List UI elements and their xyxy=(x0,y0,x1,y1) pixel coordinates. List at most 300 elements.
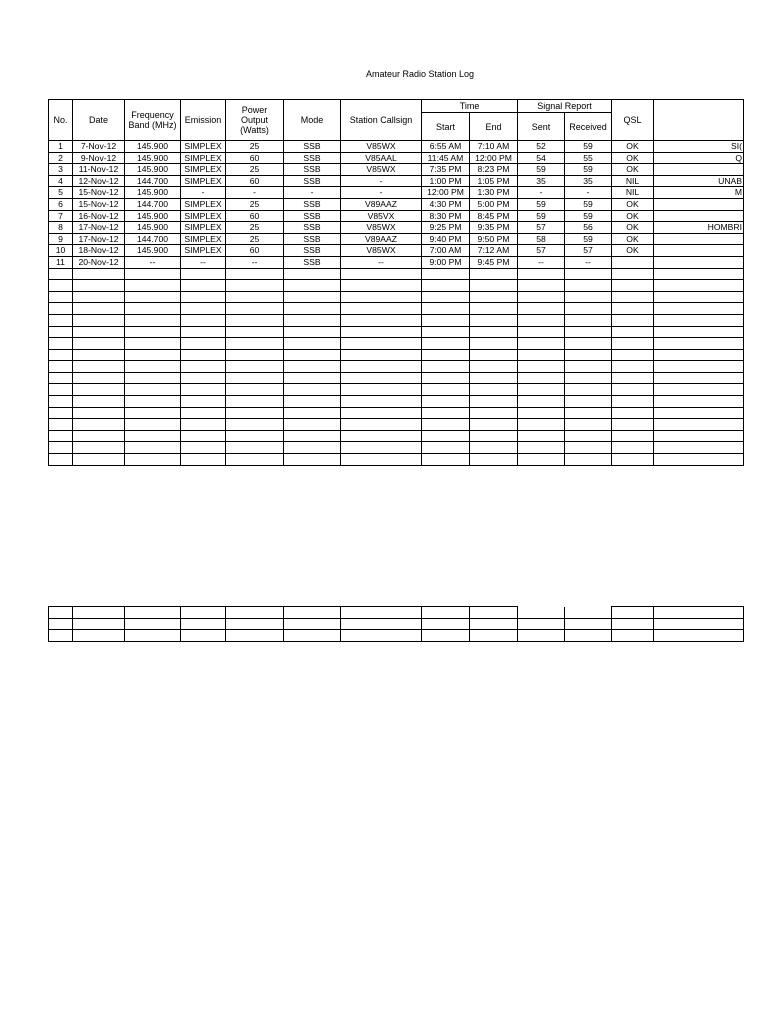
empty-cell[interactable] xyxy=(612,442,654,454)
empty-cell[interactable] xyxy=(422,326,470,338)
empty-cell[interactable] xyxy=(422,280,470,292)
empty-cell[interactable] xyxy=(654,326,744,338)
empty-cell[interactable] xyxy=(226,361,284,373)
cell-remarks[interactable] xyxy=(654,164,744,176)
empty-cell[interactable] xyxy=(284,349,341,361)
empty-cell[interactable] xyxy=(73,268,125,280)
empty-cell[interactable] xyxy=(181,430,226,442)
empty-cell[interactable] xyxy=(565,338,612,350)
empty-cell[interactable] xyxy=(422,419,470,431)
empty-cell[interactable] xyxy=(284,430,341,442)
cell-date[interactable]: 15-Nov-12 xyxy=(73,198,125,210)
cell-freq[interactable]: 144.700 xyxy=(125,198,181,210)
empty-cell[interactable] xyxy=(518,442,565,454)
cell-mode[interactable]: - xyxy=(284,187,341,199)
empty-cell[interactable] xyxy=(341,349,422,361)
cell-sent[interactable]: -- xyxy=(518,256,565,268)
empty-cell[interactable] xyxy=(470,349,518,361)
empty-cell[interactable] xyxy=(518,349,565,361)
empty-cell[interactable] xyxy=(518,419,565,431)
empty-cell[interactable] xyxy=(518,454,565,466)
cell-callsign[interactable]: - xyxy=(341,175,422,187)
empty-cell[interactable] xyxy=(422,314,470,326)
cell-remarks[interactable]: M xyxy=(654,187,744,199)
cell-end[interactable]: 7:10 AM xyxy=(470,141,518,153)
empty-cell[interactable] xyxy=(612,384,654,396)
empty-cell[interactable] xyxy=(49,338,73,350)
empty-cell[interactable] xyxy=(612,326,654,338)
empty-cell[interactable] xyxy=(518,384,565,396)
empty-cell[interactable] xyxy=(565,372,612,384)
cell-qsl[interactable]: NIL xyxy=(612,175,654,187)
cell-received[interactable]: 57 xyxy=(565,245,612,257)
empty-cell[interactable] xyxy=(518,291,565,303)
cell-end[interactable]: 9:35 PM xyxy=(470,222,518,234)
empty-cell[interactable] xyxy=(612,349,654,361)
empty-cell[interactable] xyxy=(341,361,422,373)
empty-cell[interactable] xyxy=(284,338,341,350)
empty-cell[interactable] xyxy=(422,396,470,408)
cell-qsl[interactable]: OK xyxy=(612,141,654,153)
empty-cell[interactable] xyxy=(612,607,654,619)
empty-cell[interactable] xyxy=(49,396,73,408)
empty-cell[interactable] xyxy=(565,361,612,373)
empty-cell[interactable] xyxy=(226,280,284,292)
empty-cell[interactable] xyxy=(341,303,422,315)
empty-cell[interactable] xyxy=(654,361,744,373)
empty-cell[interactable] xyxy=(226,372,284,384)
empty-cell[interactable] xyxy=(422,454,470,466)
cell-emission[interactable]: SIMPLEX xyxy=(181,175,226,187)
cell-start[interactable]: 6:55 AM xyxy=(422,141,470,153)
empty-cell[interactable] xyxy=(181,303,226,315)
empty-cell[interactable] xyxy=(470,338,518,350)
empty-cell[interactable] xyxy=(49,618,73,630)
empty-cell[interactable] xyxy=(341,630,422,642)
empty-cell[interactable] xyxy=(181,407,226,419)
empty-cell[interactable] xyxy=(565,407,612,419)
cell-sent[interactable]: 52 xyxy=(518,141,565,153)
empty-cell[interactable] xyxy=(181,314,226,326)
cell-start[interactable]: 9:00 PM xyxy=(422,256,470,268)
cell-end[interactable]: 8:23 PM xyxy=(470,164,518,176)
empty-cell[interactable] xyxy=(470,442,518,454)
empty-cell[interactable] xyxy=(125,396,181,408)
empty-cell[interactable] xyxy=(125,430,181,442)
cell-callsign[interactable]: V89AAZ xyxy=(341,198,422,210)
empty-cell[interactable] xyxy=(284,442,341,454)
empty-cell[interactable] xyxy=(518,314,565,326)
cell-freq[interactable]: 145.900 xyxy=(125,141,181,153)
empty-cell[interactable] xyxy=(49,384,73,396)
empty-cell[interactable] xyxy=(284,303,341,315)
cell-emission[interactable]: SIMPLEX xyxy=(181,245,226,257)
empty-cell[interactable] xyxy=(226,630,284,642)
empty-cell[interactable] xyxy=(49,326,73,338)
cell-remarks[interactable] xyxy=(654,210,744,222)
empty-cell[interactable] xyxy=(654,396,744,408)
empty-cell[interactable] xyxy=(125,630,181,642)
empty-cell[interactable] xyxy=(565,314,612,326)
cell-received[interactable]: 59 xyxy=(565,164,612,176)
empty-cell[interactable] xyxy=(226,338,284,350)
empty-cell[interactable] xyxy=(341,384,422,396)
cell-remarks[interactable] xyxy=(654,256,744,268)
empty-cell[interactable] xyxy=(612,338,654,350)
empty-cell[interactable] xyxy=(565,430,612,442)
cell-callsign[interactable]: V85WX xyxy=(341,164,422,176)
cell-received[interactable]: 59 xyxy=(565,198,612,210)
cell-no[interactable]: 3 xyxy=(49,164,73,176)
empty-cell[interactable] xyxy=(284,419,341,431)
cell-power[interactable]: 60 xyxy=(226,152,284,164)
empty-cell[interactable] xyxy=(181,618,226,630)
empty-cell[interactable] xyxy=(422,630,470,642)
cell-sent[interactable]: 59 xyxy=(518,210,565,222)
cell-start[interactable]: 9:25 PM xyxy=(422,222,470,234)
empty-cell[interactable] xyxy=(284,314,341,326)
empty-cell[interactable] xyxy=(73,430,125,442)
empty-cell[interactable] xyxy=(284,291,341,303)
empty-cell[interactable] xyxy=(565,442,612,454)
cell-power[interactable]: 60 xyxy=(226,210,284,222)
cell-sent[interactable]: 57 xyxy=(518,245,565,257)
empty-cell[interactable] xyxy=(612,372,654,384)
cell-start[interactable]: 4:30 PM xyxy=(422,198,470,210)
cell-emission[interactable]: SIMPLEX xyxy=(181,210,226,222)
cell-mode[interactable]: SSB xyxy=(284,210,341,222)
empty-cell[interactable] xyxy=(73,303,125,315)
empty-cell[interactable] xyxy=(226,326,284,338)
cell-freq[interactable]: 145.900 xyxy=(125,152,181,164)
empty-cell[interactable] xyxy=(181,326,226,338)
cell-callsign[interactable]: V85AAL xyxy=(341,152,422,164)
cell-no[interactable]: 6 xyxy=(49,198,73,210)
cell-mode[interactable]: SSB xyxy=(284,152,341,164)
empty-cell[interactable] xyxy=(341,454,422,466)
empty-cell[interactable] xyxy=(226,314,284,326)
empty-cell[interactable] xyxy=(226,384,284,396)
empty-cell[interactable] xyxy=(226,268,284,280)
cell-power[interactable]: 25 xyxy=(226,164,284,176)
empty-cell[interactable] xyxy=(654,268,744,280)
empty-cell[interactable] xyxy=(73,338,125,350)
empty-cell[interactable] xyxy=(73,396,125,408)
empty-cell[interactable] xyxy=(181,361,226,373)
empty-cell[interactable] xyxy=(73,419,125,431)
empty-cell[interactable] xyxy=(226,291,284,303)
empty-cell[interactable] xyxy=(73,372,125,384)
empty-cell[interactable] xyxy=(125,384,181,396)
cell-freq[interactable]: -- xyxy=(125,256,181,268)
cell-end[interactable]: 1:05 PM xyxy=(470,175,518,187)
empty-cell[interactable] xyxy=(654,618,744,630)
empty-cell[interactable] xyxy=(284,280,341,292)
empty-cell[interactable] xyxy=(565,630,612,642)
empty-cell[interactable] xyxy=(125,419,181,431)
empty-cell[interactable] xyxy=(470,372,518,384)
cell-callsign[interactable]: V85WX xyxy=(341,222,422,234)
empty-cell[interactable] xyxy=(422,407,470,419)
cell-freq[interactable]: 145.900 xyxy=(125,222,181,234)
empty-cell[interactable] xyxy=(612,361,654,373)
empty-cell[interactable] xyxy=(470,618,518,630)
empty-cell[interactable] xyxy=(422,291,470,303)
empty-cell[interactable] xyxy=(73,349,125,361)
cell-emission[interactable]: - xyxy=(181,187,226,199)
cell-no[interactable]: 5 xyxy=(49,187,73,199)
cell-power[interactable]: 60 xyxy=(226,175,284,187)
cell-sent[interactable]: 54 xyxy=(518,152,565,164)
empty-cell[interactable] xyxy=(49,419,73,431)
cell-no[interactable]: 10 xyxy=(49,245,73,257)
cell-date[interactable]: 11-Nov-12 xyxy=(73,164,125,176)
empty-cell[interactable] xyxy=(226,442,284,454)
cell-sent[interactable]: 58 xyxy=(518,233,565,245)
cell-end[interactable]: 8:45 PM xyxy=(470,210,518,222)
cell-mode[interactable]: SSB xyxy=(284,222,341,234)
empty-cell[interactable] xyxy=(470,291,518,303)
cell-date[interactable]: 7-Nov-12 xyxy=(73,141,125,153)
empty-cell[interactable] xyxy=(73,314,125,326)
cell-end[interactable]: 5:00 PM xyxy=(470,198,518,210)
empty-cell[interactable] xyxy=(612,280,654,292)
cell-date[interactable]: 17-Nov-12 xyxy=(73,233,125,245)
cell-no[interactable]: 8 xyxy=(49,222,73,234)
empty-cell[interactable] xyxy=(73,618,125,630)
empty-cell[interactable] xyxy=(612,396,654,408)
empty-cell[interactable] xyxy=(518,372,565,384)
cell-date[interactable]: 9-Nov-12 xyxy=(73,152,125,164)
empty-cell[interactable] xyxy=(341,291,422,303)
empty-cell[interactable] xyxy=(284,607,341,619)
empty-cell[interactable] xyxy=(654,442,744,454)
empty-cell[interactable] xyxy=(284,361,341,373)
cell-start[interactable]: 7:35 PM xyxy=(422,164,470,176)
empty-cell[interactable] xyxy=(49,454,73,466)
cell-mode[interactable]: SSB xyxy=(284,256,341,268)
empty-cell[interactable] xyxy=(341,430,422,442)
cell-qsl[interactable]: OK xyxy=(612,210,654,222)
empty-cell[interactable] xyxy=(470,407,518,419)
empty-cell[interactable] xyxy=(73,291,125,303)
empty-cell[interactable] xyxy=(654,607,744,619)
cell-qsl[interactable]: OK xyxy=(612,245,654,257)
empty-cell[interactable] xyxy=(226,407,284,419)
cell-no[interactable]: 1 xyxy=(49,141,73,153)
empty-cell[interactable] xyxy=(422,372,470,384)
empty-cell[interactable] xyxy=(654,419,744,431)
empty-cell[interactable] xyxy=(470,268,518,280)
empty-cell[interactable] xyxy=(125,407,181,419)
cell-freq[interactable]: 145.900 xyxy=(125,210,181,222)
cell-power[interactable]: 25 xyxy=(226,198,284,210)
empty-cell[interactable] xyxy=(73,326,125,338)
empty-cell[interactable] xyxy=(470,630,518,642)
empty-cell[interactable] xyxy=(125,349,181,361)
empty-cell[interactable] xyxy=(654,314,744,326)
cell-power[interactable]: 25 xyxy=(226,222,284,234)
cell-received[interactable]: 55 xyxy=(565,152,612,164)
empty-cell[interactable] xyxy=(654,407,744,419)
empty-cell[interactable] xyxy=(422,442,470,454)
empty-cell[interactable] xyxy=(284,618,341,630)
empty-cell[interactable] xyxy=(341,407,422,419)
cell-sent[interactable]: 59 xyxy=(518,198,565,210)
empty-cell[interactable] xyxy=(565,607,612,619)
empty-cell[interactable] xyxy=(612,618,654,630)
empty-cell[interactable] xyxy=(226,396,284,408)
empty-cell[interactable] xyxy=(125,442,181,454)
empty-cell[interactable] xyxy=(49,268,73,280)
empty-cell[interactable] xyxy=(470,303,518,315)
cell-freq[interactable]: 144.700 xyxy=(125,175,181,187)
cell-no[interactable]: 7 xyxy=(49,210,73,222)
cell-remarks[interactable]: SI( xyxy=(654,141,744,153)
empty-cell[interactable] xyxy=(470,326,518,338)
cell-no[interactable]: 2 xyxy=(49,152,73,164)
cell-received[interactable]: 35 xyxy=(565,175,612,187)
cell-mode[interactable]: SSB xyxy=(284,198,341,210)
cell-power[interactable]: 25 xyxy=(226,141,284,153)
cell-sent[interactable]: 57 xyxy=(518,222,565,234)
cell-date[interactable]: 18-Nov-12 xyxy=(73,245,125,257)
cell-callsign[interactable]: - xyxy=(341,187,422,199)
empty-cell[interactable] xyxy=(612,291,654,303)
cell-emission[interactable]: SIMPLEX xyxy=(181,141,226,153)
empty-cell[interactable] xyxy=(612,303,654,315)
empty-cell[interactable] xyxy=(181,630,226,642)
cell-sent[interactable]: 59 xyxy=(518,164,565,176)
empty-cell[interactable] xyxy=(518,618,565,630)
empty-cell[interactable] xyxy=(518,280,565,292)
empty-cell[interactable] xyxy=(49,407,73,419)
cell-callsign[interactable]: -- xyxy=(341,256,422,268)
cell-qsl[interactable]: OK xyxy=(612,198,654,210)
empty-cell[interactable] xyxy=(654,303,744,315)
empty-cell[interactable] xyxy=(422,303,470,315)
cell-callsign[interactable]: V89AAZ xyxy=(341,233,422,245)
empty-cell[interactable] xyxy=(125,326,181,338)
empty-cell[interactable] xyxy=(341,326,422,338)
empty-cell[interactable] xyxy=(612,630,654,642)
empty-cell[interactable] xyxy=(49,430,73,442)
empty-cell[interactable] xyxy=(73,280,125,292)
empty-cell[interactable] xyxy=(181,419,226,431)
empty-cell[interactable] xyxy=(49,630,73,642)
empty-cell[interactable] xyxy=(125,303,181,315)
cell-freq[interactable]: 144.700 xyxy=(125,233,181,245)
cell-mode[interactable]: SSB xyxy=(284,233,341,245)
cell-qsl[interactable]: OK xyxy=(612,164,654,176)
empty-cell[interactable] xyxy=(470,361,518,373)
empty-cell[interactable] xyxy=(565,268,612,280)
cell-remarks[interactable]: UNAB xyxy=(654,175,744,187)
empty-cell[interactable] xyxy=(341,618,422,630)
cell-no[interactable]: 11 xyxy=(49,256,73,268)
empty-cell[interactable] xyxy=(422,607,470,619)
empty-cell[interactable] xyxy=(654,430,744,442)
cell-end[interactable]: 7:12 AM xyxy=(470,245,518,257)
empty-cell[interactable] xyxy=(422,349,470,361)
empty-cell[interactable] xyxy=(565,280,612,292)
empty-cell[interactable] xyxy=(181,396,226,408)
cell-freq[interactable]: 145.900 xyxy=(125,245,181,257)
empty-cell[interactable] xyxy=(654,372,744,384)
cell-received[interactable]: 59 xyxy=(565,141,612,153)
empty-cell[interactable] xyxy=(49,280,73,292)
empty-cell[interactable] xyxy=(565,419,612,431)
cell-power[interactable]: -- xyxy=(226,256,284,268)
empty-cell[interactable] xyxy=(518,607,565,619)
cell-start[interactable]: 9:40 PM xyxy=(422,233,470,245)
empty-cell[interactable] xyxy=(422,338,470,350)
empty-cell[interactable] xyxy=(226,618,284,630)
empty-cell[interactable] xyxy=(49,361,73,373)
empty-cell[interactable] xyxy=(422,430,470,442)
empty-cell[interactable] xyxy=(654,454,744,466)
empty-cell[interactable] xyxy=(181,268,226,280)
empty-cell[interactable] xyxy=(612,314,654,326)
empty-cell[interactable] xyxy=(470,419,518,431)
empty-cell[interactable] xyxy=(73,361,125,373)
cell-emission[interactable]: -- xyxy=(181,256,226,268)
cell-start[interactable]: 11:45 AM xyxy=(422,152,470,164)
empty-cell[interactable] xyxy=(125,280,181,292)
empty-cell[interactable] xyxy=(125,372,181,384)
empty-cell[interactable] xyxy=(565,349,612,361)
cell-freq[interactable]: 145.900 xyxy=(125,164,181,176)
empty-cell[interactable] xyxy=(518,303,565,315)
empty-cell[interactable] xyxy=(181,291,226,303)
empty-cell[interactable] xyxy=(422,618,470,630)
empty-cell[interactable] xyxy=(341,280,422,292)
empty-cell[interactable] xyxy=(612,268,654,280)
empty-cell[interactable] xyxy=(518,326,565,338)
empty-cell[interactable] xyxy=(73,630,125,642)
empty-cell[interactable] xyxy=(49,303,73,315)
empty-cell[interactable] xyxy=(284,268,341,280)
empty-cell[interactable] xyxy=(125,454,181,466)
cell-date[interactable]: 17-Nov-12 xyxy=(73,222,125,234)
empty-cell[interactable] xyxy=(612,419,654,431)
empty-cell[interactable] xyxy=(470,607,518,619)
empty-cell[interactable] xyxy=(284,396,341,408)
empty-cell[interactable] xyxy=(470,430,518,442)
empty-cell[interactable] xyxy=(49,291,73,303)
empty-cell[interactable] xyxy=(49,349,73,361)
empty-cell[interactable] xyxy=(470,454,518,466)
empty-cell[interactable] xyxy=(422,268,470,280)
empty-cell[interactable] xyxy=(125,291,181,303)
empty-cell[interactable] xyxy=(284,372,341,384)
cell-sent[interactable]: 35 xyxy=(518,175,565,187)
empty-cell[interactable] xyxy=(125,268,181,280)
cell-end[interactable]: 1:30 PM xyxy=(470,187,518,199)
empty-cell[interactable] xyxy=(654,349,744,361)
cell-no[interactable]: 4 xyxy=(49,175,73,187)
empty-cell[interactable] xyxy=(518,338,565,350)
cell-mode[interactable]: SSB xyxy=(284,164,341,176)
empty-cell[interactable] xyxy=(181,349,226,361)
cell-qsl[interactable]: OK xyxy=(612,222,654,234)
empty-cell[interactable] xyxy=(125,361,181,373)
empty-cell[interactable] xyxy=(518,407,565,419)
cell-qsl[interactable]: OK xyxy=(612,233,654,245)
cell-remarks[interactable]: Q xyxy=(654,152,744,164)
empty-cell[interactable] xyxy=(73,607,125,619)
cell-power[interactable]: - xyxy=(226,187,284,199)
